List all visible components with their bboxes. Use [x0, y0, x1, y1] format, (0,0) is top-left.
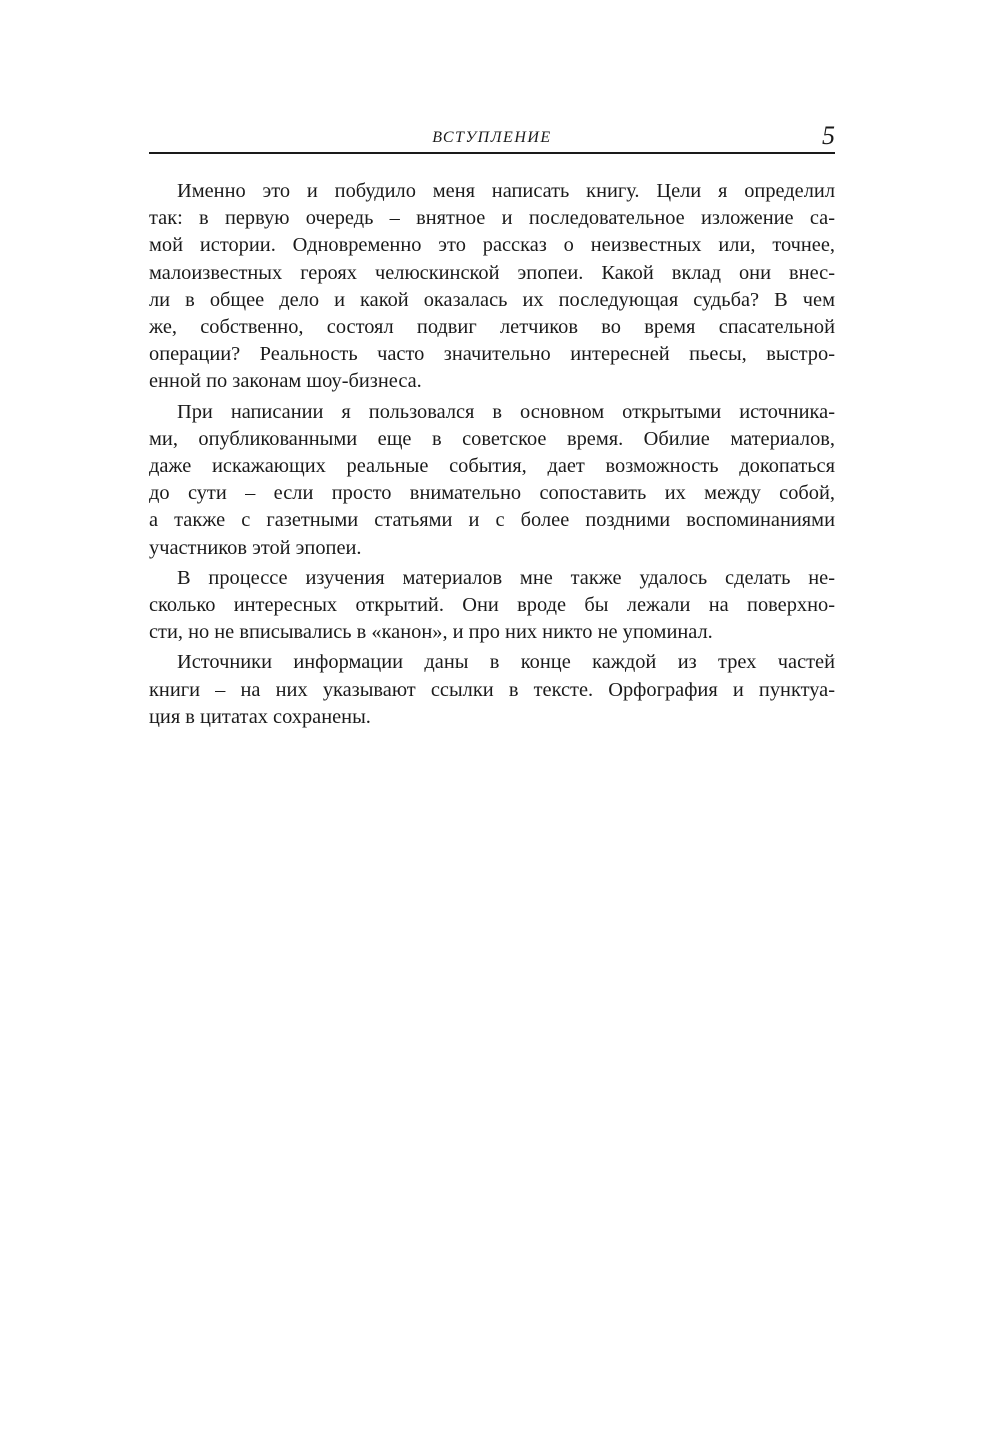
page-number: 5 [822, 121, 835, 150]
text-line: малоизвестных героях челюскинской эпопеи. Какой вклад они внес- [149, 261, 835, 284]
text-line: до сути – если просто внимательно сопоставить их между собой, [149, 482, 835, 505]
running-header [149, 118, 835, 154]
text-line: Источники информации даны в конце каждой из трех частей [177, 651, 835, 674]
text-line: участников этой эпопеи. [149, 536, 362, 559]
text-line: операции? Реальность часто значительно интересней пьесы, выстро- [149, 343, 835, 366]
text-line: При написании я пользовался в основном открытыми источника- [177, 400, 835, 423]
text-line: а также с газетными статьями и с более поздними воспоминаниями [149, 509, 835, 532]
text-line: В процессе изучения материалов мне также удалось сделать не- [177, 566, 835, 589]
text-line: сколько интересных открытий. Они вроде бы лежали на поверхно- [149, 594, 835, 617]
text-line: ция в цитатах сохранены. [149, 705, 371, 728]
book-page [149, 118, 835, 734]
section-title: ВСТУПЛЕНИЕ [432, 129, 552, 146]
text-line: ми, опубликованными еще в советское время. Обилие материалов, [149, 427, 835, 450]
text-line: даже искажающих реальные события, дает возможность докопаться [149, 455, 835, 478]
text-line: енной по законам шоу-бизнеса. [149, 370, 422, 393]
paragraph-3 [149, 565, 835, 647]
body-text [149, 178, 835, 731]
text-line: мой истории. Одновременно это рассказ о неизвестных или, точнее, [149, 234, 835, 257]
paragraph-4 [149, 649, 835, 731]
paragraph-1 [149, 178, 835, 396]
text-line: сти, но не вписывались в «канон», и про них никто не упоминал. [149, 621, 713, 644]
text-line: ли в общее дело и какой оказалась их последующая судьба? В чем [149, 288, 835, 311]
text-line: же, собственно, состоял подвиг летчиков во время спасательной [149, 316, 835, 339]
text-line: так: в первую очередь – внятное и последовательное изложение са- [149, 207, 835, 230]
text-line: книги – на них указывают ссылки в тексте. Орфография и пунктуа- [149, 678, 835, 701]
paragraph-2 [149, 399, 835, 562]
text-line: Именно это и побудило меня написать книгу. Цели я определил [177, 180, 835, 202]
